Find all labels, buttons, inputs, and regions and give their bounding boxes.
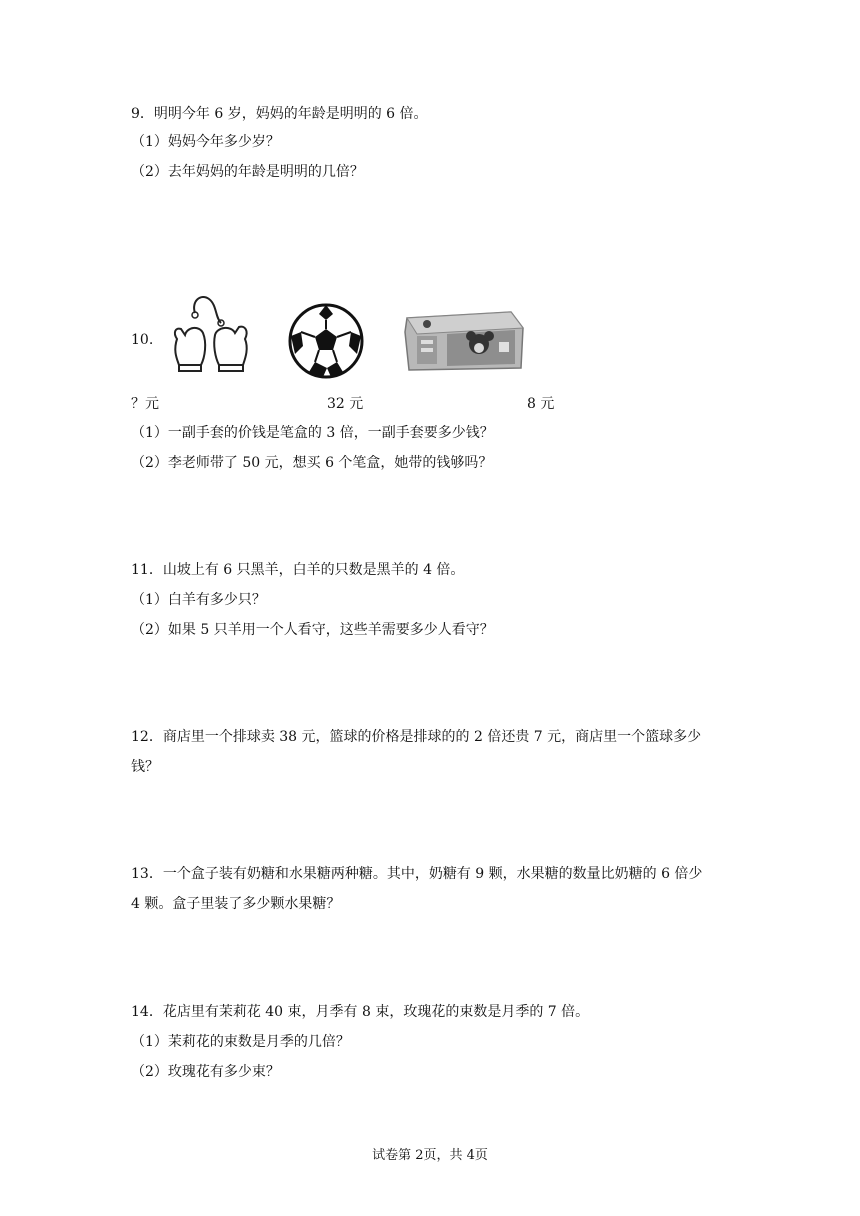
question-9-stem: 9．明明今年 6 岁，妈妈的年龄是明明的 6 倍。 [131, 106, 428, 122]
question-12-line-2: 钱？ [131, 759, 159, 775]
pencil-box-price: 8 元 [527, 396, 555, 412]
soccer-ball-icon [287, 302, 365, 380]
question-11-part-2: （2）如果 5 只羊用一个人看守，这些羊需要多少人看守？ [131, 622, 494, 638]
question-10-number: 10. [131, 332, 154, 348]
question-9-part-2: （2）去年妈妈的年龄是明明的几倍？ [131, 164, 364, 180]
question-13-line-2: 4 颗。盒子里装了多少颗水果糖？ [131, 896, 341, 912]
mittens-price: ？元 [131, 396, 159, 412]
question-12-line-1: 12．商店里一个排球卖 38 元，篮球的价格是排球的的 2 倍还贵 7 元，商店里一个篮球多少 [131, 729, 702, 745]
question-10-part-1: （1）一副手套的价钱是笔盒的 3 倍，一副手套要多少钱？ [131, 425, 494, 441]
question-11-part-1: （1）白羊有多少只？ [131, 592, 266, 608]
question-13-line-1: 13．一个盒子装有奶糖和水果糖两种糖。其中，奶糖有 9 颗，水果糖的数量比奶糖的 6 倍少 [131, 866, 703, 882]
question-14-stem: 14．花店里有茉莉花 40 束，月季有 8 束，玫瑰花的束数是月季的 7 倍。 [131, 1004, 590, 1020]
page-footer: 试卷第 2页，共 4页 [372, 1148, 488, 1163]
question-10-part-2: （2）李老师带了 50 元，想买 6 个笔盒，她带的钱够吗？ [131, 455, 493, 471]
question-11-stem: 11．山坡上有 6 只黑羊，白羊的只数是黑羊的 4 倍。 [131, 562, 465, 578]
question-14-part-2: （2）玫瑰花有多少束？ [131, 1064, 280, 1080]
question-14-part-1: （1）茉莉花的束数是月季的几倍？ [131, 1034, 350, 1050]
soccer-ball-price: 32 元 [327, 396, 364, 412]
question-9-part-1: （1）妈妈今年多少岁？ [131, 134, 280, 150]
pencil-box-icon [403, 308, 525, 372]
mittens-icon [165, 293, 257, 375]
